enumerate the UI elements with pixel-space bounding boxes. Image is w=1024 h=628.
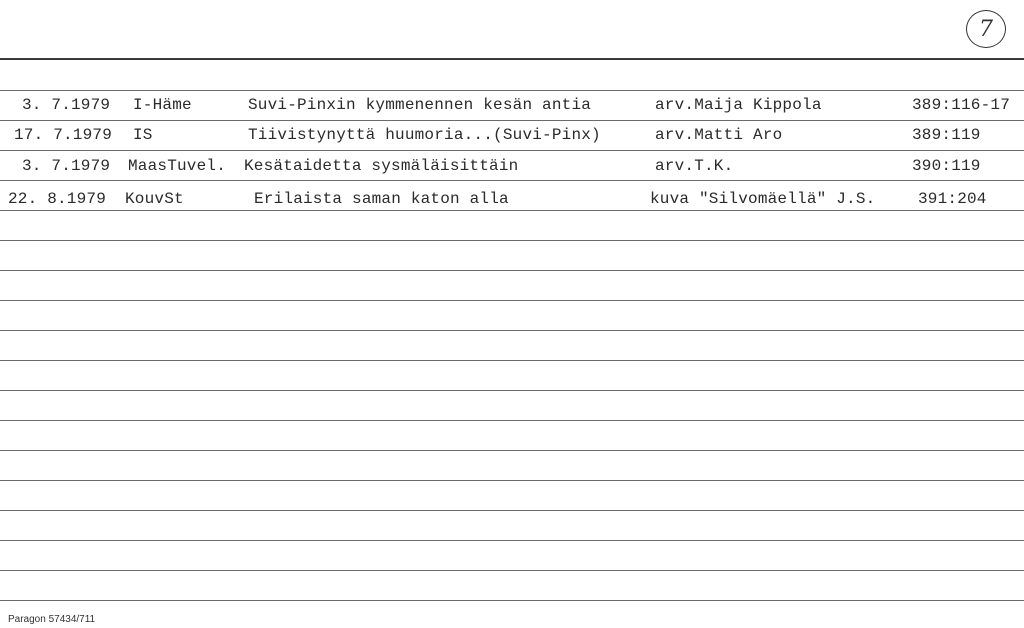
ruled-line [0, 390, 1024, 391]
entry-row [0, 190, 1024, 218]
ruled-line [0, 600, 1024, 601]
entry-ref: 391:204 [918, 190, 987, 208]
entry-title: Tiivistynyttä huumoria...(Suvi-Pinx) [248, 126, 601, 144]
entry-source: KouvSt [125, 190, 184, 208]
ruled-line [0, 540, 1024, 541]
entry-source: I-Häme [133, 96, 192, 114]
ruled-line [0, 450, 1024, 451]
entry-ref: 390:119 [912, 157, 981, 175]
entry-note: arv.Maija Kippola [655, 96, 822, 114]
entry-date: 22. 8.1979 [8, 190, 107, 208]
ruled-line [0, 420, 1024, 421]
entry-ref: 389:116-17 [912, 96, 1011, 114]
ruled-line [0, 90, 1024, 91]
card-footer: Paragon 57434/711 [8, 614, 96, 625]
entry-date: 17. 7.1979 [14, 126, 113, 144]
ruled-line [0, 300, 1024, 301]
entry-source: MaasTuvel. [128, 157, 227, 175]
ruled-line [0, 510, 1024, 511]
card-number: 7 [979, 16, 993, 42]
entry-ref: 389:119 [912, 126, 981, 144]
ruled-line [0, 480, 1024, 481]
entry-note: arv.T.K. [655, 157, 734, 175]
ruled-line [0, 240, 1024, 241]
ruled-line [0, 270, 1024, 271]
entry-title: Suvi-Pinxin kymmenennen kesän antia [248, 96, 592, 114]
ruled-line [0, 330, 1024, 331]
entry-source: IS [133, 126, 153, 144]
entry-row [0, 157, 1024, 185]
entry-title: Erilaista saman katon alla [254, 190, 509, 208]
header-rule [0, 58, 1024, 60]
entry-date: 3. 7.1979 [22, 157, 111, 175]
entry-row [0, 126, 1024, 154]
entry-note: arv.Matti Aro [655, 126, 783, 144]
entry-title: Kesätaidetta sysmäläisittäin [244, 157, 519, 175]
entry-note: kuva "Silvomäellä" J.S. [650, 190, 876, 208]
ruled-line [0, 360, 1024, 361]
entry-date: 3. 7.1979 [22, 96, 111, 114]
card-number-circle [966, 10, 1006, 48]
entry-row [0, 96, 1024, 124]
ruled-line [0, 570, 1024, 571]
